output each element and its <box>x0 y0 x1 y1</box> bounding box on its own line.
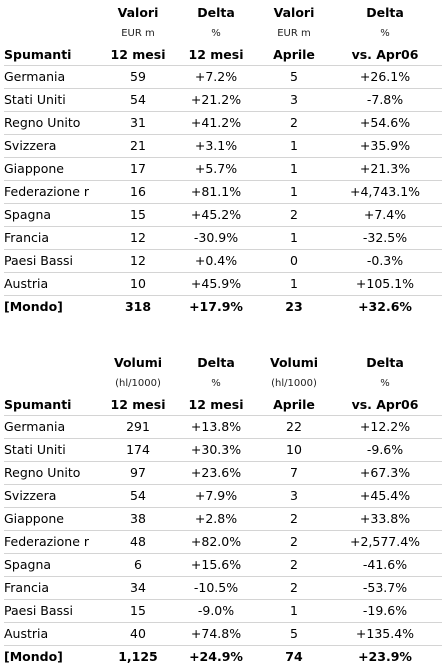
country-cell: Paesi Bassi <box>4 250 104 273</box>
value-cell-col4: -19.6% <box>328 600 442 623</box>
value-cell-col3: 5 <box>260 66 328 89</box>
header-cell-col3: Valori <box>260 2 328 23</box>
header-cell-col4: % <box>328 373 442 394</box>
country-cell: [Mondo] <box>4 646 104 668</box>
country-cell: [Mondo] <box>4 296 104 319</box>
header-cell-col3: Aprile <box>260 394 328 416</box>
value-cell-col1: 6 <box>104 554 172 577</box>
country-cell: Federazione r <box>4 531 104 554</box>
header-row <box>4 2 442 23</box>
header-cell-col3: EUR m <box>260 23 328 44</box>
value-cell-col3: 2 <box>260 577 328 600</box>
value-cell-col2: +3.1% <box>172 135 260 158</box>
value-cell-col1: 15 <box>104 600 172 623</box>
country-cell: Austria <box>4 623 104 646</box>
value-cell-col3: 2 <box>260 204 328 227</box>
table-row <box>4 204 442 227</box>
table-row <box>4 273 442 296</box>
value-cell-col4: +21.3% <box>328 158 442 181</box>
header-cell-col1: 12 mesi <box>104 394 172 416</box>
value-cell-col4: +2,577.4% <box>328 531 442 554</box>
header-cell-col4: % <box>328 23 442 44</box>
table-row <box>4 485 442 508</box>
value-cell-col4: +45.4% <box>328 485 442 508</box>
value-cell-col1: 10 <box>104 273 172 296</box>
value-cell-col3: 23 <box>260 296 328 319</box>
total-row <box>4 646 442 668</box>
table-row <box>4 554 442 577</box>
header-row <box>4 394 442 416</box>
value-cell-col1: 17 <box>104 158 172 181</box>
header-cell-col4: Delta <box>328 2 442 23</box>
value-cell-col3: 5 <box>260 623 328 646</box>
volumes-table-body <box>4 352 442 668</box>
table-row <box>4 250 442 273</box>
header-cell-col4: Delta <box>328 352 442 373</box>
value-cell-col2: -30.9% <box>172 227 260 250</box>
country-cell: Austria <box>4 273 104 296</box>
value-cell-col1: 97 <box>104 462 172 485</box>
table-row <box>4 531 442 554</box>
country-cell: Regno Unito <box>4 112 104 135</box>
value-cell-col4: +35.9% <box>328 135 442 158</box>
value-cell-col4: +12.2% <box>328 416 442 439</box>
header-cell-col1: 12 mesi <box>104 44 172 66</box>
value-cell-col1: 15 <box>104 204 172 227</box>
country-cell: Stati Uniti <box>4 89 104 112</box>
value-cell-col3: 10 <box>260 439 328 462</box>
table-row <box>4 462 442 485</box>
value-cell-col1: 34 <box>104 577 172 600</box>
value-cell-col1: 12 <box>104 250 172 273</box>
table-row <box>4 577 442 600</box>
value-cell-col1: 174 <box>104 439 172 462</box>
value-cell-col3: 1 <box>260 273 328 296</box>
table-row <box>4 508 442 531</box>
value-cell-col2: +30.3% <box>172 439 260 462</box>
header-cell-label: Spumanti <box>4 44 104 66</box>
value-cell-col2: +81.1% <box>172 181 260 204</box>
value-cell-col4: +26.1% <box>328 66 442 89</box>
value-cell-col2: +74.8% <box>172 623 260 646</box>
value-cell-col4: -0.3% <box>328 250 442 273</box>
header-cell-label <box>4 352 104 373</box>
country-cell: Giappone <box>4 508 104 531</box>
value-cell-col2: -9.0% <box>172 600 260 623</box>
header-cell-col3: Aprile <box>260 44 328 66</box>
header-cell-col2: 12 mesi <box>172 394 260 416</box>
value-cell-col2: +21.2% <box>172 89 260 112</box>
header-row <box>4 373 442 394</box>
value-cell-col3: 1 <box>260 227 328 250</box>
value-cell-col3: 3 <box>260 485 328 508</box>
header-cell-col3: (hl/1000) <box>260 373 328 394</box>
value-cell-col4: -9.6% <box>328 439 442 462</box>
value-cell-col1: 16 <box>104 181 172 204</box>
value-cell-col3: 2 <box>260 554 328 577</box>
value-cell-col3: 3 <box>260 89 328 112</box>
value-cell-col4: -32.5% <box>328 227 442 250</box>
value-cell-col4: +54.6% <box>328 112 442 135</box>
country-cell: Germania <box>4 66 104 89</box>
country-cell: Stati Uniti <box>4 439 104 462</box>
header-row <box>4 44 442 66</box>
table-row <box>4 600 442 623</box>
value-cell-col4: +33.8% <box>328 508 442 531</box>
value-cell-col1: 21 <box>104 135 172 158</box>
header-cell-label <box>4 23 104 44</box>
header-row <box>4 23 442 44</box>
header-cell-col2: 12 mesi <box>172 44 260 66</box>
country-cell: Francia <box>4 577 104 600</box>
header-cell-label: Spumanti <box>4 394 104 416</box>
table-row <box>4 181 442 204</box>
value-cell-col3: 1 <box>260 181 328 204</box>
header-cell-col2: Delta <box>172 2 260 23</box>
volumes-table <box>4 352 442 668</box>
table-row <box>4 623 442 646</box>
value-cell-col4: +23.9% <box>328 646 442 668</box>
value-cell-col1: 31 <box>104 112 172 135</box>
values-table <box>4 2 442 318</box>
value-cell-col2: +41.2% <box>172 112 260 135</box>
header-cell-col1: Valori <box>104 2 172 23</box>
value-cell-col1: 59 <box>104 66 172 89</box>
value-cell-col2: +5.7% <box>172 158 260 181</box>
value-cell-col4: +135.4% <box>328 623 442 646</box>
country-cell: Paesi Bassi <box>4 600 104 623</box>
country-cell: Spagna <box>4 554 104 577</box>
value-cell-col4: +105.1% <box>328 273 442 296</box>
table-row <box>4 227 442 250</box>
value-cell-col1: 38 <box>104 508 172 531</box>
value-cell-col3: 1 <box>260 135 328 158</box>
header-cell-col2: % <box>172 23 260 44</box>
country-cell: Giappone <box>4 158 104 181</box>
value-cell-col3: 1 <box>260 600 328 623</box>
value-cell-col2: +7.9% <box>172 485 260 508</box>
value-cell-col2: +2.8% <box>172 508 260 531</box>
country-cell: Svizzera <box>4 135 104 158</box>
values-table-body <box>4 2 442 318</box>
value-cell-col2: +13.8% <box>172 416 260 439</box>
value-cell-col1: 54 <box>104 89 172 112</box>
country-cell: Francia <box>4 227 104 250</box>
value-cell-col2: +15.6% <box>172 554 260 577</box>
table-row <box>4 439 442 462</box>
value-cell-col2: +45.2% <box>172 204 260 227</box>
value-cell-col4: +67.3% <box>328 462 442 485</box>
value-cell-col2: +82.0% <box>172 531 260 554</box>
value-cell-col3: 2 <box>260 112 328 135</box>
country-cell: Spagna <box>4 204 104 227</box>
value-cell-col1: 48 <box>104 531 172 554</box>
header-cell-col3: Volumi <box>260 352 328 373</box>
table-row <box>4 66 442 89</box>
value-cell-col4: -41.6% <box>328 554 442 577</box>
total-row <box>4 296 442 319</box>
value-cell-col1: 54 <box>104 485 172 508</box>
header-cell-col2: % <box>172 373 260 394</box>
value-cell-col4: +32.6% <box>328 296 442 319</box>
country-cell: Federazione r <box>4 181 104 204</box>
header-cell-label <box>4 2 104 23</box>
value-cell-col3: 7 <box>260 462 328 485</box>
header-row <box>4 352 442 373</box>
country-cell: Germania <box>4 416 104 439</box>
country-cell: Regno Unito <box>4 462 104 485</box>
table-row <box>4 158 442 181</box>
value-cell-col2: +7.2% <box>172 66 260 89</box>
country-cell: Svizzera <box>4 485 104 508</box>
header-cell-col2: Delta <box>172 352 260 373</box>
value-cell-col1: 291 <box>104 416 172 439</box>
value-cell-col2: +45.9% <box>172 273 260 296</box>
value-cell-col2: -10.5% <box>172 577 260 600</box>
table-row <box>4 416 442 439</box>
value-cell-col1: 12 <box>104 227 172 250</box>
value-cell-col2: +17.9% <box>172 296 260 319</box>
value-cell-col1: 40 <box>104 623 172 646</box>
value-cell-col4: +4,743.1% <box>328 181 442 204</box>
header-cell-label <box>4 373 104 394</box>
table-row <box>4 135 442 158</box>
header-cell-col1: (hl/1000) <box>104 373 172 394</box>
value-cell-col2: +0.4% <box>172 250 260 273</box>
table-row <box>4 89 442 112</box>
value-cell-col3: 2 <box>260 531 328 554</box>
header-cell-col1: Volumi <box>104 352 172 373</box>
header-cell-col4: vs. Apr06 <box>328 44 442 66</box>
value-cell-col2: +23.6% <box>172 462 260 485</box>
value-cell-col4: -7.8% <box>328 89 442 112</box>
value-cell-col3: 74 <box>260 646 328 668</box>
value-cell-col1: 1,125 <box>104 646 172 668</box>
value-cell-col3: 22 <box>260 416 328 439</box>
value-cell-col4: +7.4% <box>328 204 442 227</box>
value-cell-col3: 0 <box>260 250 328 273</box>
header-cell-col4: vs. Apr06 <box>328 394 442 416</box>
header-cell-col1: EUR m <box>104 23 172 44</box>
value-cell-col2: +24.9% <box>172 646 260 668</box>
value-cell-col3: 1 <box>260 158 328 181</box>
value-cell-col4: -53.7% <box>328 577 442 600</box>
table-row <box>4 112 442 135</box>
value-cell-col3: 2 <box>260 508 328 531</box>
value-cell-col1: 318 <box>104 296 172 319</box>
